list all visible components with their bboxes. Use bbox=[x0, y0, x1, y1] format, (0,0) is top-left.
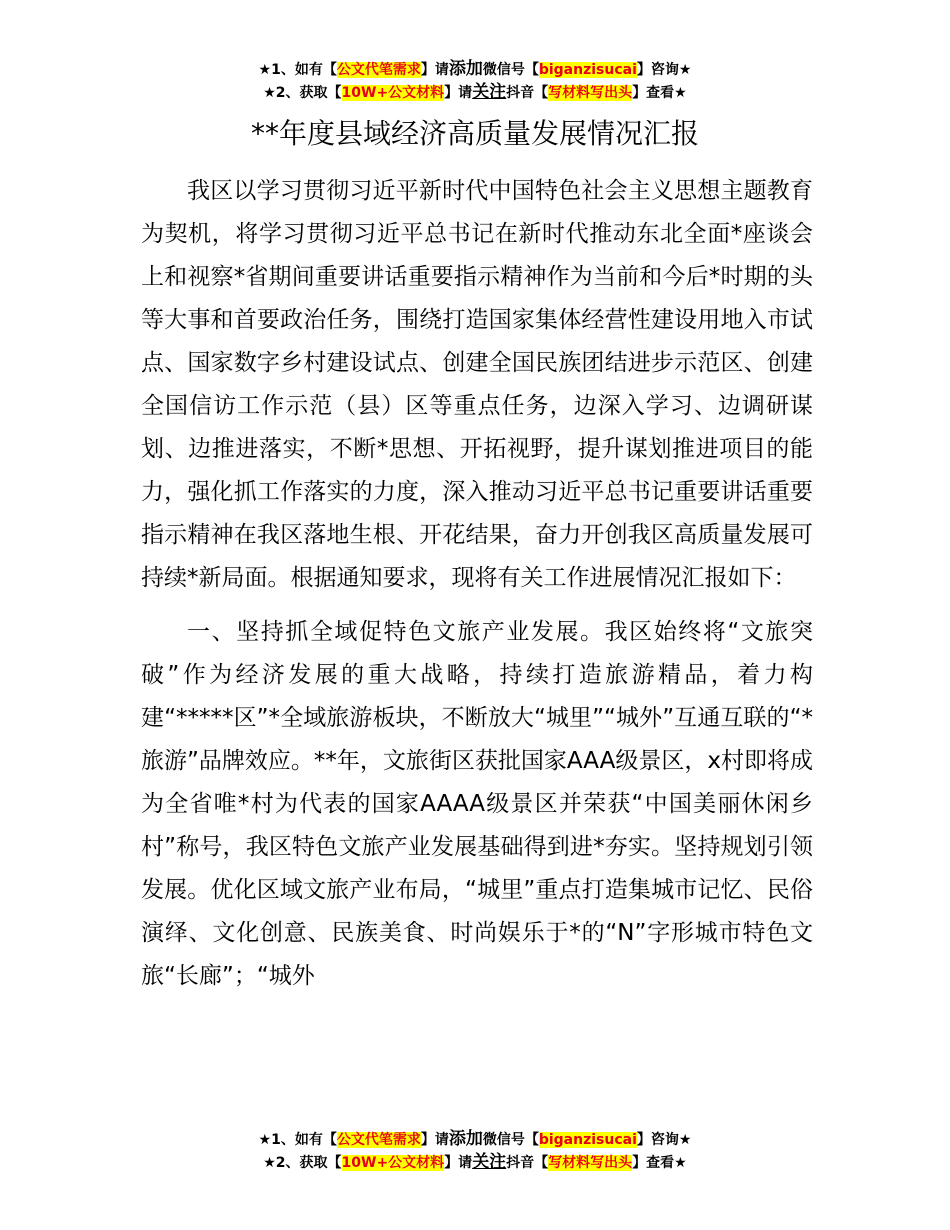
body-paragraph-2: 一、坚持抓全域促特色文旅产业发展。我区始终将“文旅突破”作为经济发展的重大战略，持续打造旅游精品，着力构建“*****区”*全域旅游板块，不断放大“城里”“城外”互通互联的“*旅游”品牌效应。**年，文旅街区获批国家AAA级景区，x村即将成为全省唯*村为代表的国家AAAA级景区并荣获“中国美丽休闲乡村”称号，我区特色文旅产业发展基础得到进*夯实。坚持规划引领发展。优化区域文旅产业布局，“城里”重点打造集城市记忆、民俗演绎、文化创意、民族美食、时尚娱乐于*的“N”字形城市特色文旅“长廊”；“城外 bbox=[141, 619, 814, 989]
banner-line-2 bbox=[0, 81, 950, 104]
banner-text: 】请 bbox=[420, 1132, 449, 1148]
banner-text: ★2、获取【 bbox=[263, 1155, 342, 1171]
banner-wechat-id: biganzisucai bbox=[538, 1132, 637, 1148]
banner-highlight: 10W+公文材料 bbox=[341, 1155, 445, 1171]
document-title: **年度县域经济高质量发展情况汇报 bbox=[250, 117, 699, 150]
banner-emphasis: 关注 bbox=[472, 1152, 507, 1172]
banner-douyin-id: 写材料写出头 bbox=[548, 85, 633, 101]
banner-text: 】请 bbox=[420, 62, 449, 78]
footer-banner bbox=[0, 1128, 950, 1174]
banner-text: 抖音【 bbox=[506, 1155, 549, 1171]
banner-text: 抖音【 bbox=[506, 85, 549, 101]
header-banner bbox=[0, 58, 950, 104]
banner-text: 】查看★ bbox=[632, 1155, 687, 1171]
banner-line-1 bbox=[0, 58, 950, 81]
banner-emphasis: 关注 bbox=[472, 82, 507, 102]
banner-line-1 bbox=[0, 1128, 950, 1151]
banner-text: ★1、如有【 bbox=[258, 62, 337, 78]
document-body bbox=[141, 170, 813, 998]
body-paragraph-1: 我区以学习贯彻习近平新时代中国特色社会主义思想主题教育为契机，将学习贯彻习近平总书记在新时代推动东北全面*座谈会上和视察*省期间重要讲话重要指示精神作为当前和今后*时期的头等大事和首要政治任务，围绕打造国家集体经营性建设用地入市试点、国家数字乡村建设试点、创建全国民族团结进步示范区、创建全国信访工作示范（县）区等重点任务，边深入学习、边调研谋划、边推进落实，不断*思想、开拓视野，提升谋划推进项目的能力，强化抓工作落实的力度，深入推动习近平总书记重要讲话重要指示精神在我区落地生根、开花结果，奋力开创我区高质量发展可持续*新局面。根据通知要求，现将有关工作进展情况汇报如下： bbox=[141, 178, 813, 591]
banner-highlight: 公文代笔需求 bbox=[336, 62, 421, 78]
banner-douyin-id: 写材料写出头 bbox=[548, 1155, 633, 1171]
banner-text: 】咨询★ bbox=[636, 1132, 692, 1148]
banner-text: 】请 bbox=[444, 85, 473, 101]
banner-text: ★2、获取【 bbox=[263, 85, 342, 101]
banner-text: 】查看★ bbox=[632, 85, 687, 101]
banner-text: 】咨询★ bbox=[636, 62, 692, 78]
banner-wechat-id: biganzisucai bbox=[538, 62, 637, 78]
banner-text: 】请 bbox=[444, 1155, 473, 1171]
banner-highlight: 10W+公文材料 bbox=[341, 85, 445, 101]
banner-highlight: 公文代笔需求 bbox=[336, 1132, 421, 1148]
banner-text: 微信号【 bbox=[482, 1132, 539, 1148]
banner-text: ★1、如有【 bbox=[258, 1132, 337, 1148]
banner-text: 微信号【 bbox=[482, 62, 539, 78]
banner-emphasis: 添加 bbox=[448, 1129, 483, 1149]
banner-emphasis: 添加 bbox=[448, 59, 483, 79]
banner-line-2 bbox=[0, 1151, 950, 1174]
